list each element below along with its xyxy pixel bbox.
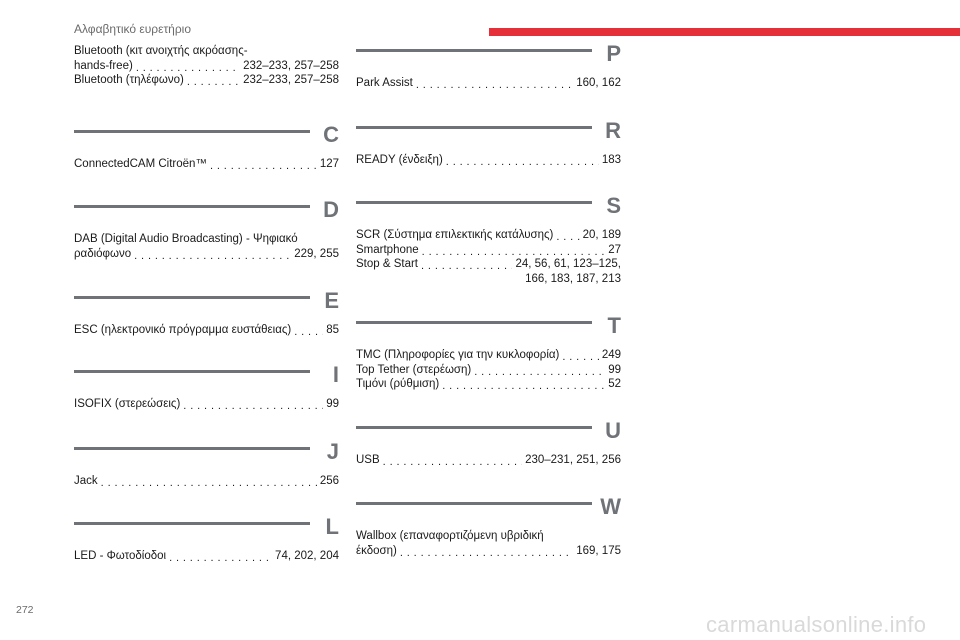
entry-term: Park Assist <box>356 77 413 89</box>
leader-dots <box>136 61 240 73</box>
entry-term: Stop & Start <box>356 258 419 270</box>
section-letter: I <box>332 362 339 387</box>
leader-dots <box>134 249 291 261</box>
section-rule <box>74 522 310 525</box>
entry-pages: 230–231, 251, 256 <box>525 454 621 466</box>
entry-term: έκδοση) <box>356 544 397 557</box>
section-rule <box>356 426 592 429</box>
header-accent-bar <box>489 28 960 36</box>
leader-dots <box>187 76 240 88</box>
leader-dots <box>474 365 605 377</box>
entry-term: TMC (Πληροφορίες για την κυκλοφορία) <box>356 349 560 361</box>
leader-dots <box>294 326 323 338</box>
index-entry <box>356 76 621 91</box>
section-rule <box>356 49 592 52</box>
index-entry <box>74 232 339 261</box>
entry-term: Jack <box>74 475 98 487</box>
section-rule <box>74 370 310 373</box>
entry-pages: 160, 162 <box>576 77 621 89</box>
leader-dots <box>183 400 323 412</box>
section-rule <box>356 201 592 204</box>
entry-pages: 24, 56, 61, 123–125, <box>515 258 621 270</box>
entry-pages: 232–233, 257–258 <box>243 59 339 72</box>
entry-term: Top Tether (στερέωση) <box>356 363 472 376</box>
section-letter: L <box>325 514 339 539</box>
entry-pages: 229, 255 <box>294 247 339 260</box>
intro-entries <box>74 44 339 88</box>
entry-line: Bluetooth (κιτ ανοιχτής ακρόασης- <box>74 45 248 57</box>
entry-pages: 27 <box>608 243 621 256</box>
section-rule <box>356 321 592 324</box>
section-rule <box>356 502 592 505</box>
entry-term: ραδιόφωνο <box>74 247 132 260</box>
section-letter: W <box>600 494 621 519</box>
entry-pages: 99 <box>608 363 621 376</box>
section-rule <box>74 205 310 208</box>
index-entry <box>356 228 621 243</box>
entry-term: SCR (Σύστημα επιλεκτικής κατάλυσης) <box>356 229 554 241</box>
section-rule <box>74 296 310 299</box>
entry-pages: 249 <box>601 349 621 361</box>
index-entry <box>74 44 339 73</box>
section-letter: J <box>326 439 339 464</box>
entry-pages: 169, 175 <box>576 544 621 557</box>
index-entry <box>74 397 339 412</box>
index-entry <box>356 257 621 286</box>
index-entry <box>74 549 339 564</box>
leader-dots <box>416 79 573 91</box>
index-entry <box>74 323 339 338</box>
index-entry <box>356 348 621 363</box>
index-entry <box>356 377 621 392</box>
leader-dots <box>556 231 579 243</box>
entry-pages: 183 <box>601 154 621 166</box>
index-entry <box>356 363 621 378</box>
section-rule <box>74 130 310 133</box>
section-rule <box>356 126 592 129</box>
entry-pages: 74, 202, 204 <box>275 550 339 562</box>
section-letter: R <box>605 118 621 143</box>
index-entry <box>356 243 621 258</box>
index-entry <box>356 529 621 558</box>
index-entry <box>356 153 621 168</box>
section-letter: S <box>606 193 621 218</box>
leader-dots <box>210 160 317 172</box>
entry-pages: 127 <box>319 158 339 170</box>
entry-term: Bluetooth (τηλέφωνο) <box>74 74 184 86</box>
leader-dots <box>422 245 606 257</box>
watermark: carmanualsonline.info <box>706 612 927 637</box>
leader-dots <box>400 546 573 558</box>
section-letter: U <box>605 418 621 443</box>
entry-term: hands-free) <box>74 59 133 72</box>
section-rule <box>74 447 310 450</box>
leader-dots <box>446 156 599 168</box>
entry-pages: 85 <box>326 324 339 336</box>
entry-pages: 52 <box>608 378 621 390</box>
entry-term: ISOFIX (στερεώσεις) <box>74 398 181 410</box>
leader-dots <box>562 351 598 363</box>
section-letter: D <box>323 197 339 222</box>
running-header: Αλφαβητικό ευρετήριο <box>74 22 192 36</box>
entry-term: ESC (ηλεκτρονικό πρόγραμμα ευστάθειας) <box>74 324 292 336</box>
entry-term: READY (ένδειξη) <box>356 154 443 166</box>
entry-term: USB <box>356 454 380 466</box>
entry-pages: 232–233, 257–258 <box>243 74 339 86</box>
section-letter: E <box>324 288 339 313</box>
entry-term: Smartphone <box>356 243 419 256</box>
leader-dots <box>442 380 605 392</box>
leader-dots <box>101 477 317 489</box>
leader-dots <box>169 552 272 564</box>
section-letter: T <box>607 313 621 338</box>
entry-term: LED - Φωτοδίοδοι <box>74 550 167 562</box>
index-entry <box>356 453 621 468</box>
leader-dots <box>383 456 522 468</box>
entry-line: DAB (Digital Audio Broadcasting) - Ψηφιακό <box>74 233 298 245</box>
leader-dots <box>421 260 512 272</box>
entry-term: ConnectedCAM Citroën™ <box>74 158 207 170</box>
index-entry <box>74 157 339 172</box>
entry-pages: 20, 189 <box>582 229 621 241</box>
index-entry <box>74 474 339 489</box>
entry-pages: 256 <box>319 475 339 487</box>
section-letter: P <box>606 41 621 66</box>
page-number: 272 <box>16 604 34 616</box>
entry-term: Τιμόνι (ρύθμιση) <box>356 378 440 390</box>
entry-pages: 99 <box>326 398 339 410</box>
index-entry <box>74 73 339 88</box>
section-letter: C <box>323 122 339 147</box>
entry-line: Wallbox (επαναφορτιζόμενη υβριδική <box>356 530 544 542</box>
entry-pages-continued: 166, 183, 187, 213 <box>525 272 621 285</box>
